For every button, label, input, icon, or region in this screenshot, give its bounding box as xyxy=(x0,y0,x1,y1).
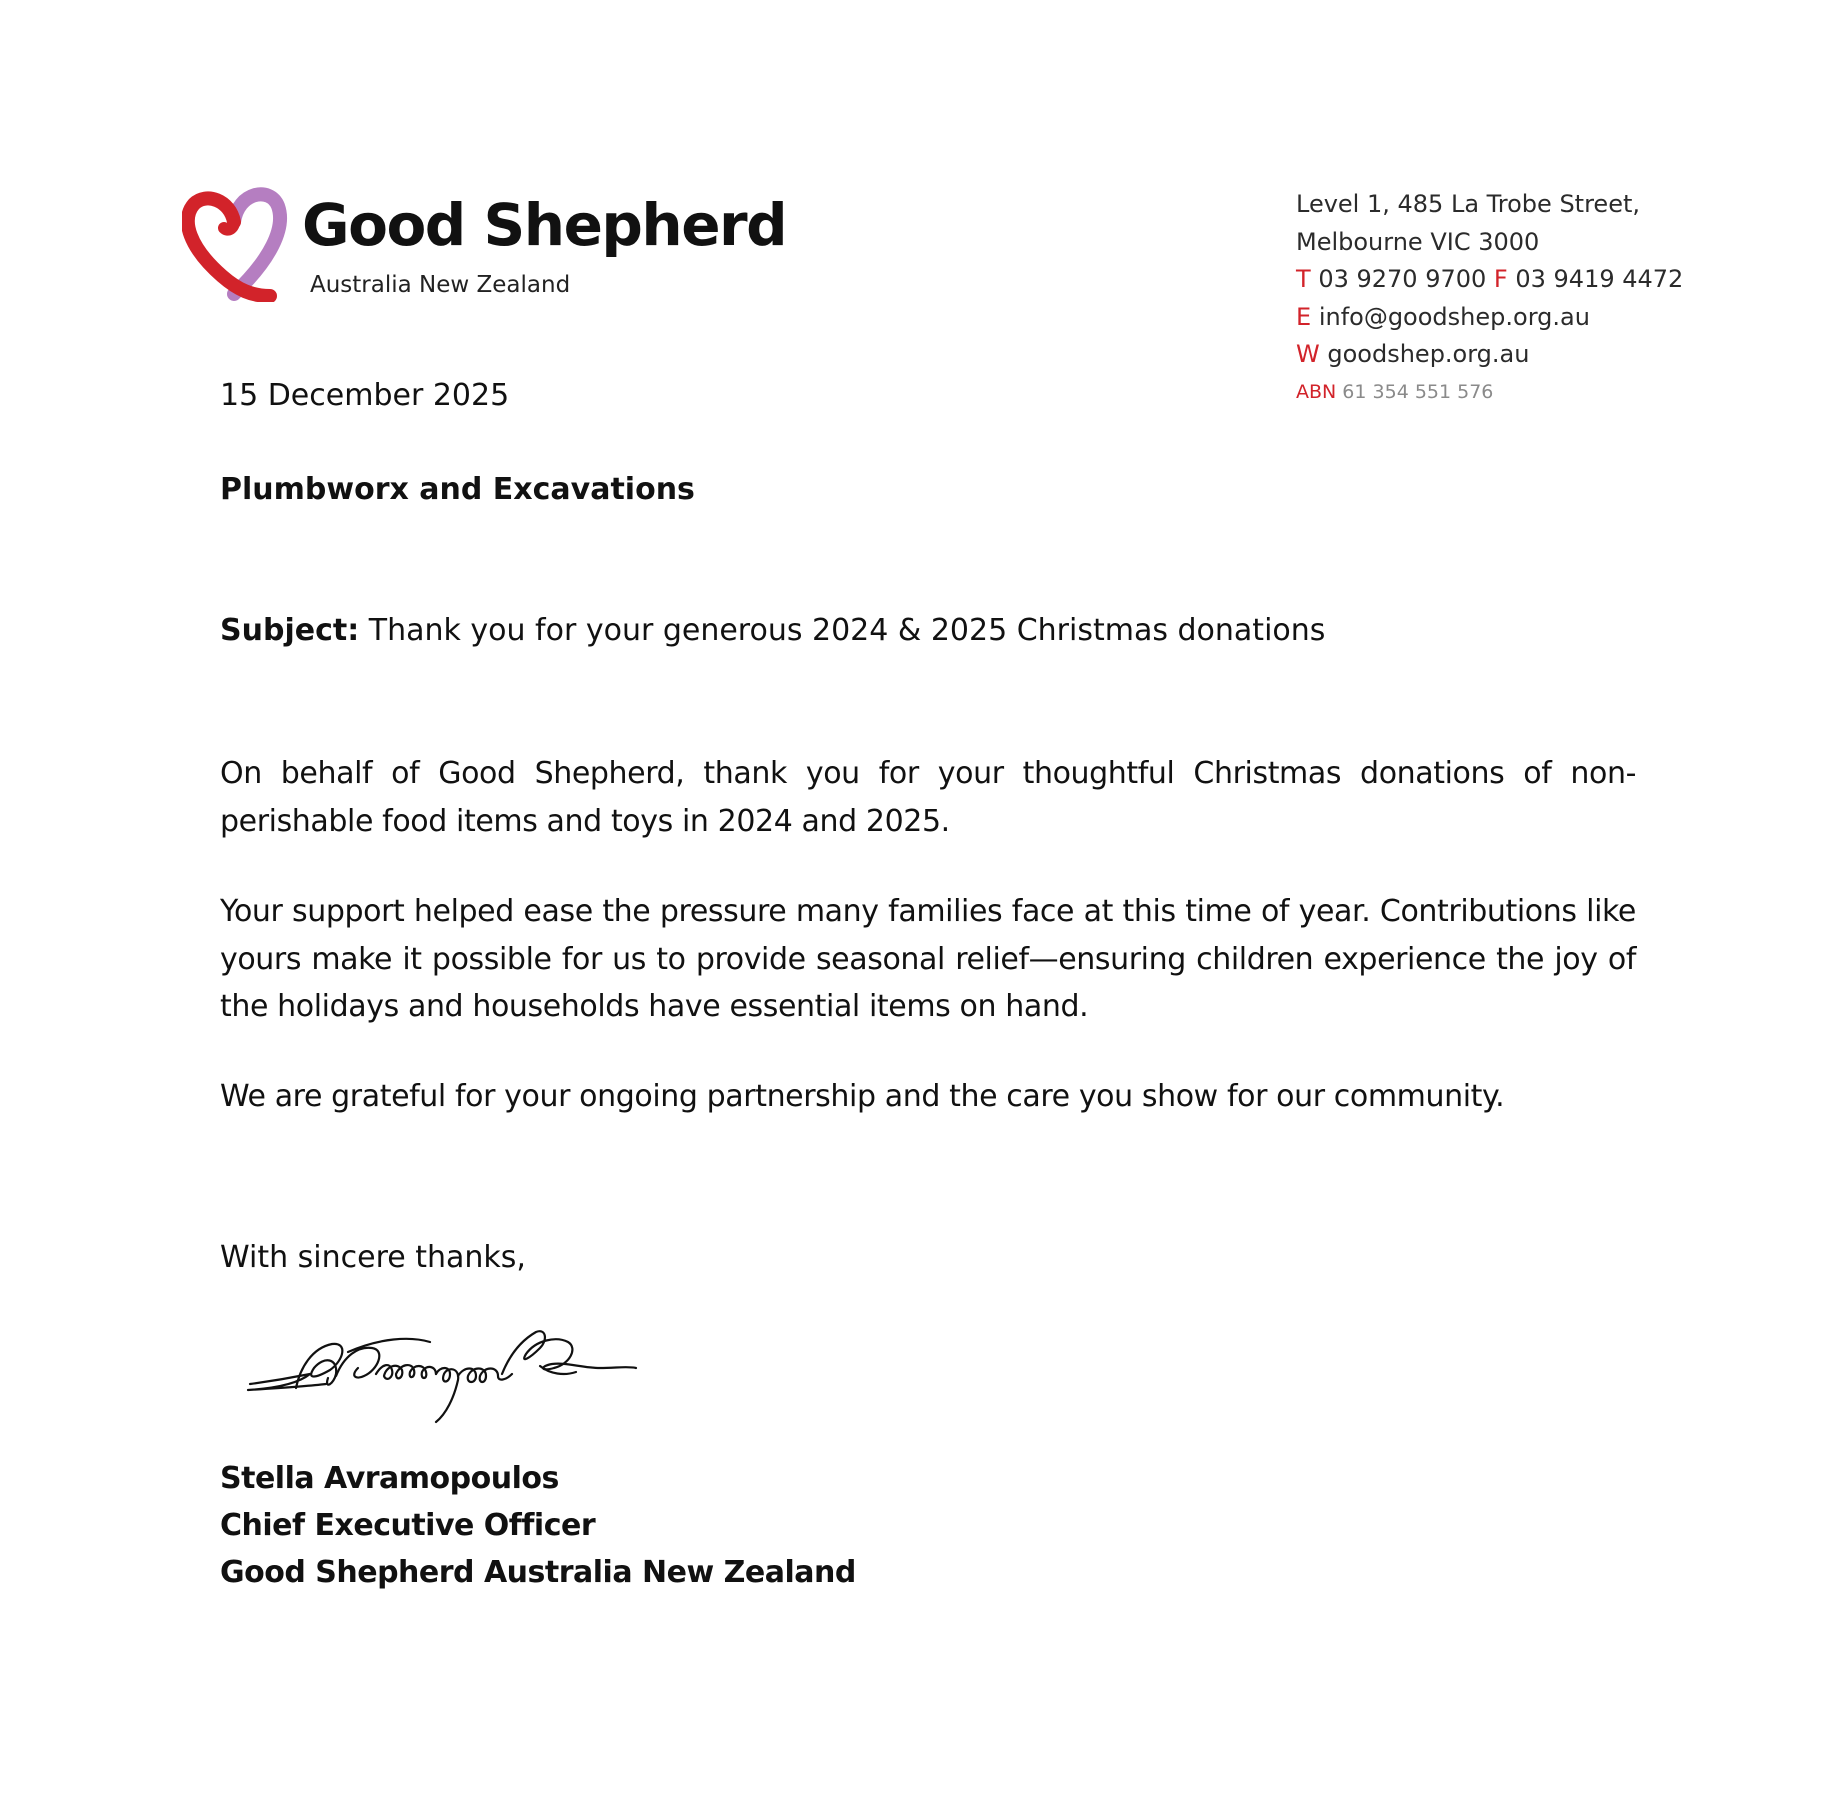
abn-label: ABN xyxy=(1296,380,1337,403)
phone-fax-row xyxy=(1296,261,1683,299)
phone-number: 03 9270 9700 xyxy=(1318,265,1487,293)
address-line-1: Level 1, 485 La Trobe Street, xyxy=(1296,190,1640,218)
signatory-title: Chief Executive Officer xyxy=(220,1508,596,1543)
email-row xyxy=(1296,299,1683,337)
email-address: info@goodshep.org.au xyxy=(1318,302,1590,331)
subject-label: Subject: xyxy=(220,613,360,648)
fax-label: F xyxy=(1493,265,1508,293)
body-paragraph: Your support helped ease the pressure many families face at this time of year. Contributions like yours make it possible for us to provide seasonal relief—ensuring children experience the joy of the holidays and households have essential items on hand. xyxy=(220,894,1636,1024)
web-label: W xyxy=(1296,340,1320,368)
signatory-name: Stella Avramopoulos xyxy=(220,1461,559,1496)
email-label: E xyxy=(1296,302,1312,331)
handwritten-signature xyxy=(240,1318,740,1436)
body-paragraph: On behalf of Good Shepherd, thank you for your thoughtful Christmas donations of non-perishable food items and toys in 2024 and 2025. xyxy=(220,756,1636,839)
phone-label: T xyxy=(1296,265,1311,293)
subject-line xyxy=(220,613,1636,648)
address-line-2: Melbourne VIC 3000 xyxy=(1296,227,1540,256)
fax-number: 03 9419 4472 xyxy=(1515,265,1684,293)
web-row xyxy=(1296,336,1683,374)
logo-wordmark: Good Shepherd xyxy=(302,191,787,259)
signatory-organisation: Good Shepherd Australia New Zealand xyxy=(220,1555,856,1590)
organisation-logo xyxy=(182,178,802,308)
heart-logo-icon xyxy=(182,182,292,302)
web-address: goodshep.org.au xyxy=(1327,340,1530,368)
letter-date: 15 December 2025 xyxy=(220,378,510,413)
signatory-block xyxy=(220,1455,856,1596)
subject-text: Thank you for your generous 2024 & 2025 Christmas donations xyxy=(368,613,1326,648)
closing-line: With sincere thanks, xyxy=(220,1240,526,1275)
body-paragraph: We are grateful for your ongoing partnership and the care you show for our community. xyxy=(220,1079,1505,1114)
recipient-name: Plumbworx and Excavations xyxy=(220,472,695,507)
logo-subtitle: Australia New Zealand xyxy=(310,272,571,298)
abn-number: 61 354 551 576 xyxy=(1342,380,1494,403)
